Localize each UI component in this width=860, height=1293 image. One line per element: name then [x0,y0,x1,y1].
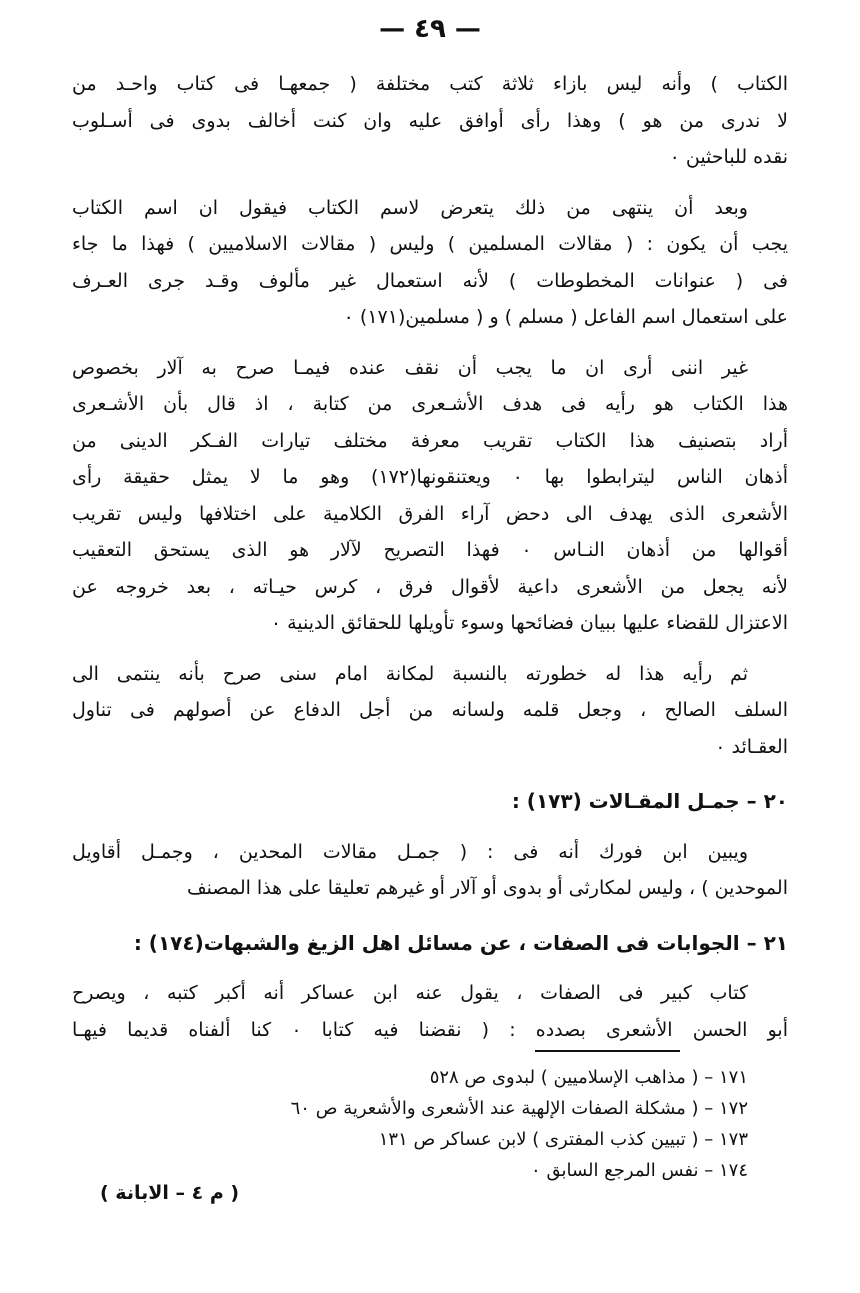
text-line: ويبين ابن فورك أنه فى : ( جمـل مقالات المحدين ، وجمـل أقاويل [72,840,748,863]
footnote-173: ١٧٣ – ( تبيين كذب المفترى ) لابن عساكر ص ١٣١ [378,1129,748,1150]
text-line: الكتاب ) وأنه ليس بازاء ثلاثة كتب مختلفة ( جمعهـا فى كتاب واحـد من [72,73,788,95]
text-line: يجب أن يكون : ( مقالات المسلمين ) وليس ( مقالات الاسلاميين ) فهذا ما جاء [72,233,788,255]
page-number: — ٤٩ — [379,14,481,44]
paragraph-3 [72,350,788,642]
text-line: هذا الكتاب هو رأيه فى هدف الأشـعرى من كتابة ، اذ قال بأن الأشـعرى [72,393,788,415]
paragraph-21 [72,975,788,1048]
text-line: على استعمال اسم الفاعل ( مسلم ) و ( مسلمين(١٧١) ٠ [343,306,788,328]
footnotes [128,1062,748,1186]
text-line: فى ( عنوانات المخطوطات ) لأنه استعمال غير مألوف وقـد جرى العـرف [72,269,788,292]
signature-mark: ( م ٤ – الابانة ) [100,1182,240,1204]
text-line: الأشعرى الذى يهدف الى دحض آراء الفرق الكلامية على اختلافها وليس تقريب [72,502,788,525]
text-line: أبو الحسن الأشعرى بصدده : ( نقضنا فيه كتابا ٠ كنا ألفناه قديما فيهـا [72,1018,788,1041]
text-line: أقوالها من أذهان النـاس ٠ فهذا التصريح لآلار هو الذى يستحق التعقيب [72,539,788,561]
text-line: ثم رأيه هذا له خطورته بالنسبة لمكانة امام سنى صرح بأنه ينتمى الى [72,662,748,685]
section-heading-21: ٢١ – الجوابات فى الصفات ، عن مسائل اهل الزيغ والشبهات(١٧٤) : [133,930,788,955]
section-heading-20: ٢٠ – جمـل المقـالات (١٧٣) : [511,789,788,813]
paragraph-2 [72,190,788,336]
footnote-divider [535,1050,680,1052]
text-line: وبعد أن ينتهى من ذلك يتعرض لاسم الكتاب فيقول ان اسم الكتاب [72,196,748,219]
text-line: غير اننى أرى ان ما يجب أن نقف عنده فيمـا صرح به آلار بخصوص [72,356,748,379]
text-line: العقـائد ٠ [715,735,788,758]
text-line: السلف الصالح ، وجعل قلمه ولسانه من أجل الدفاع عن أصولهم فى تناول [72,699,788,721]
text-line: لا ندرى من هو ) وهذا رأى أوافق عليه وان كنت أخالف بدوى فى أسـلوب [72,109,788,132]
text-line: نقده للباحثين ٠ [669,146,788,168]
text-line: كتاب كبير فى الصفات ، يقول عنه ابن عساكر أنه أكبر كتبه ، ويصرح [72,982,748,1004]
paragraph-4 [72,656,788,766]
text-line: الموحدين ) ، وليس لمكارثى أو بدوى أو آلار أو غيرهم تعليقا على هذا المصنف [186,877,788,899]
text-line: أذهان الناس ليترابطوا بها ٠ ويعتنقونها(١٧٢) وهو ما لا يمثل حقيقة رأى [72,466,789,488]
paragraph-20 [72,834,788,907]
footnote-174: ١٧٤ – نفس المرجع السابق ٠ [531,1160,748,1181]
footnote-172: ١٧٢ – ( مشكلة الصفات الإلهية عند الأشعرى والأشعرية ص ٦٠ [290,1098,748,1119]
footnote-171: ١٧١ – ( مذاهب الإسلاميين ) لبدوى ص ٥٢٨ [429,1067,748,1088]
body-text [72,66,788,1062]
text-line: أراد بتصنيف هذا الكتاب تقريب معرفة مختلف تيارات الفـكر الدينى من [72,429,788,452]
text-line: لأنه يجعل من الأشعرى داعية لأقوال فرق ، كرس حيـاته ، بعد خروجه عن [72,575,788,598]
paragraph-1 [72,66,788,176]
text-line: الاعتزال للقضاء عليها ببيان فضائحها وسوء تأويلها للحقائق الدينية ٠ [270,612,788,634]
